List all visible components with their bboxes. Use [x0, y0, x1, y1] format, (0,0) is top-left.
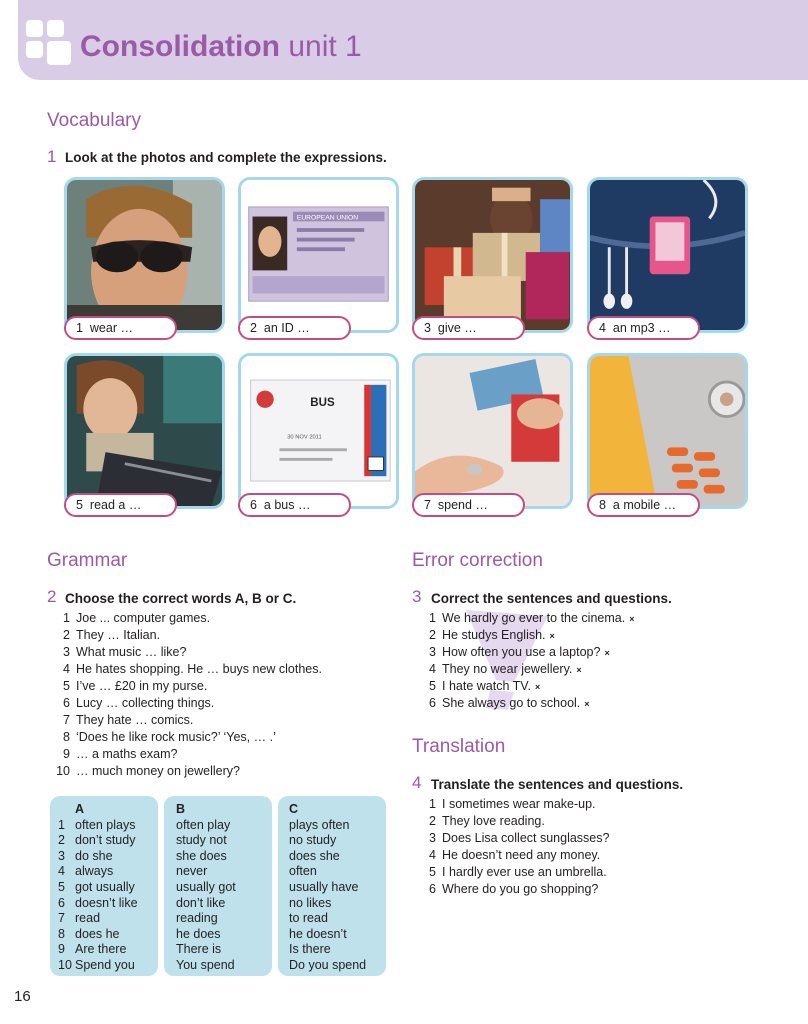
options-column-b: B often play study not she does never usually got don’t like reading he does There is You spend [164, 796, 272, 976]
translation-sentences [420, 796, 609, 898]
list-item: 6 Lucy … collecting things. [63, 696, 215, 710]
options-column-c: C plays often no study does she often usually have no likes to read he doesn’t Is there Do you spend [278, 796, 386, 976]
list-item: 4 He hates shopping. He … buys new clothes. [63, 662, 322, 676]
exercise-instruction: Choose the correct words A, B or C. [65, 591, 297, 606]
cross-icon: × [629, 614, 635, 624]
list-item: 4 He doesn’t need any money. [429, 848, 601, 862]
error-correction-heading: Error correction [412, 550, 543, 571]
cross-icon: × [604, 648, 610, 658]
vocab-item-7: 7 spend … [412, 493, 525, 517]
photo-id-card [238, 177, 399, 333]
id-card-text: EUROPEAN UNION [296, 214, 359, 222]
exercise-instruction: Translate the sentences and questions. [431, 777, 684, 792]
error-sentences [420, 610, 634, 712]
list-item: 9 … a maths exam? [63, 747, 178, 761]
list-item: 3 How often you use a laptop? × [429, 645, 610, 659]
cross-icon: × [534, 682, 541, 692]
list-item: 1 Joe ... computer games. [63, 611, 211, 625]
exercise-number: 1 [47, 147, 57, 166]
list-item: 6 She always go to school. × [429, 696, 590, 710]
photo-mp3-player [587, 177, 748, 333]
vocab-item-6: 6 a bus … [238, 493, 351, 517]
list-item: 10 … much money on jewellery? [56, 764, 240, 778]
exercise-number: 3 [412, 587, 422, 606]
vocab-item-4: 4 an mp3 … [587, 316, 700, 340]
photo-money [412, 353, 573, 509]
list-item: 5 I hardly ever use an umbrella. [429, 865, 607, 879]
list-item: 7 They hate … comics. [63, 713, 194, 727]
photo-bus-ticket [238, 353, 399, 509]
list-item: 8 ‘Does he like rock music?’ ‘Yes, … .’ [63, 730, 276, 744]
list-item: 6 Where do you go shopping? [429, 882, 599, 896]
cross-icon: × [576, 665, 582, 675]
exercise-instruction: Look at the photos and complete the expressions. [65, 150, 387, 165]
cross-icon: × [549, 631, 555, 641]
page-title: Consolidation unit 1 [80, 30, 362, 63]
grammar-heading: Grammar [47, 550, 128, 571]
grammar-sentences [54, 610, 322, 780]
list-item: 2 They love reading. [429, 814, 545, 828]
options-column-a: A 1 often plays 2 don’t study 3 do she 4 always 5 got usually 6 doesn’t like 7 read 8 does he 9 Are there 10 Spend you [50, 796, 158, 976]
list-item: 5 I hate watch TV. × [429, 679, 541, 693]
list-item: 3 Does Lisa collect sunglasses? [429, 831, 610, 845]
list-item: 2 They … Italian. [63, 628, 161, 642]
list-item: 2 He studys English. × [429, 628, 555, 642]
vocabulary-heading: Vocabulary [47, 110, 142, 131]
bus-ticket-text: BUS [310, 397, 335, 409]
photo-mobile-phone [587, 353, 748, 509]
vocab-item-8: 8 a mobile … [587, 493, 700, 517]
translation-heading: Translation [412, 736, 506, 757]
photo-magazine [64, 353, 225, 509]
list-item: 4 They no wear jewellery. × [429, 662, 582, 676]
vocab-item-2: 2 an ID … [238, 316, 351, 340]
list-item: 1 I sometimes wear make-up. [429, 797, 596, 811]
vocab-item-3: 3 give … [412, 316, 525, 340]
photo-sunglasses [64, 177, 225, 333]
page-number: 16 [14, 988, 31, 1005]
list-item: 5 I’ve … £20 in my purse. [63, 679, 208, 693]
vocab-item-5: 5 read a … [64, 493, 177, 517]
list-item: 1 We hardly go ever to the cinema. × [429, 611, 635, 625]
vocab-item-1: 1 wear … [64, 316, 177, 340]
cross-icon: × [584, 699, 590, 709]
exercise-number: 2 [47, 587, 57, 606]
list-item: 3 What music … like? [63, 645, 187, 659]
photo-presents [412, 177, 573, 333]
exercise-number: 4 [412, 773, 422, 792]
bus-ticket-date: 30 NOV 2011 [287, 434, 322, 441]
exercise-instruction: Correct the sentences and questions. [431, 591, 672, 606]
